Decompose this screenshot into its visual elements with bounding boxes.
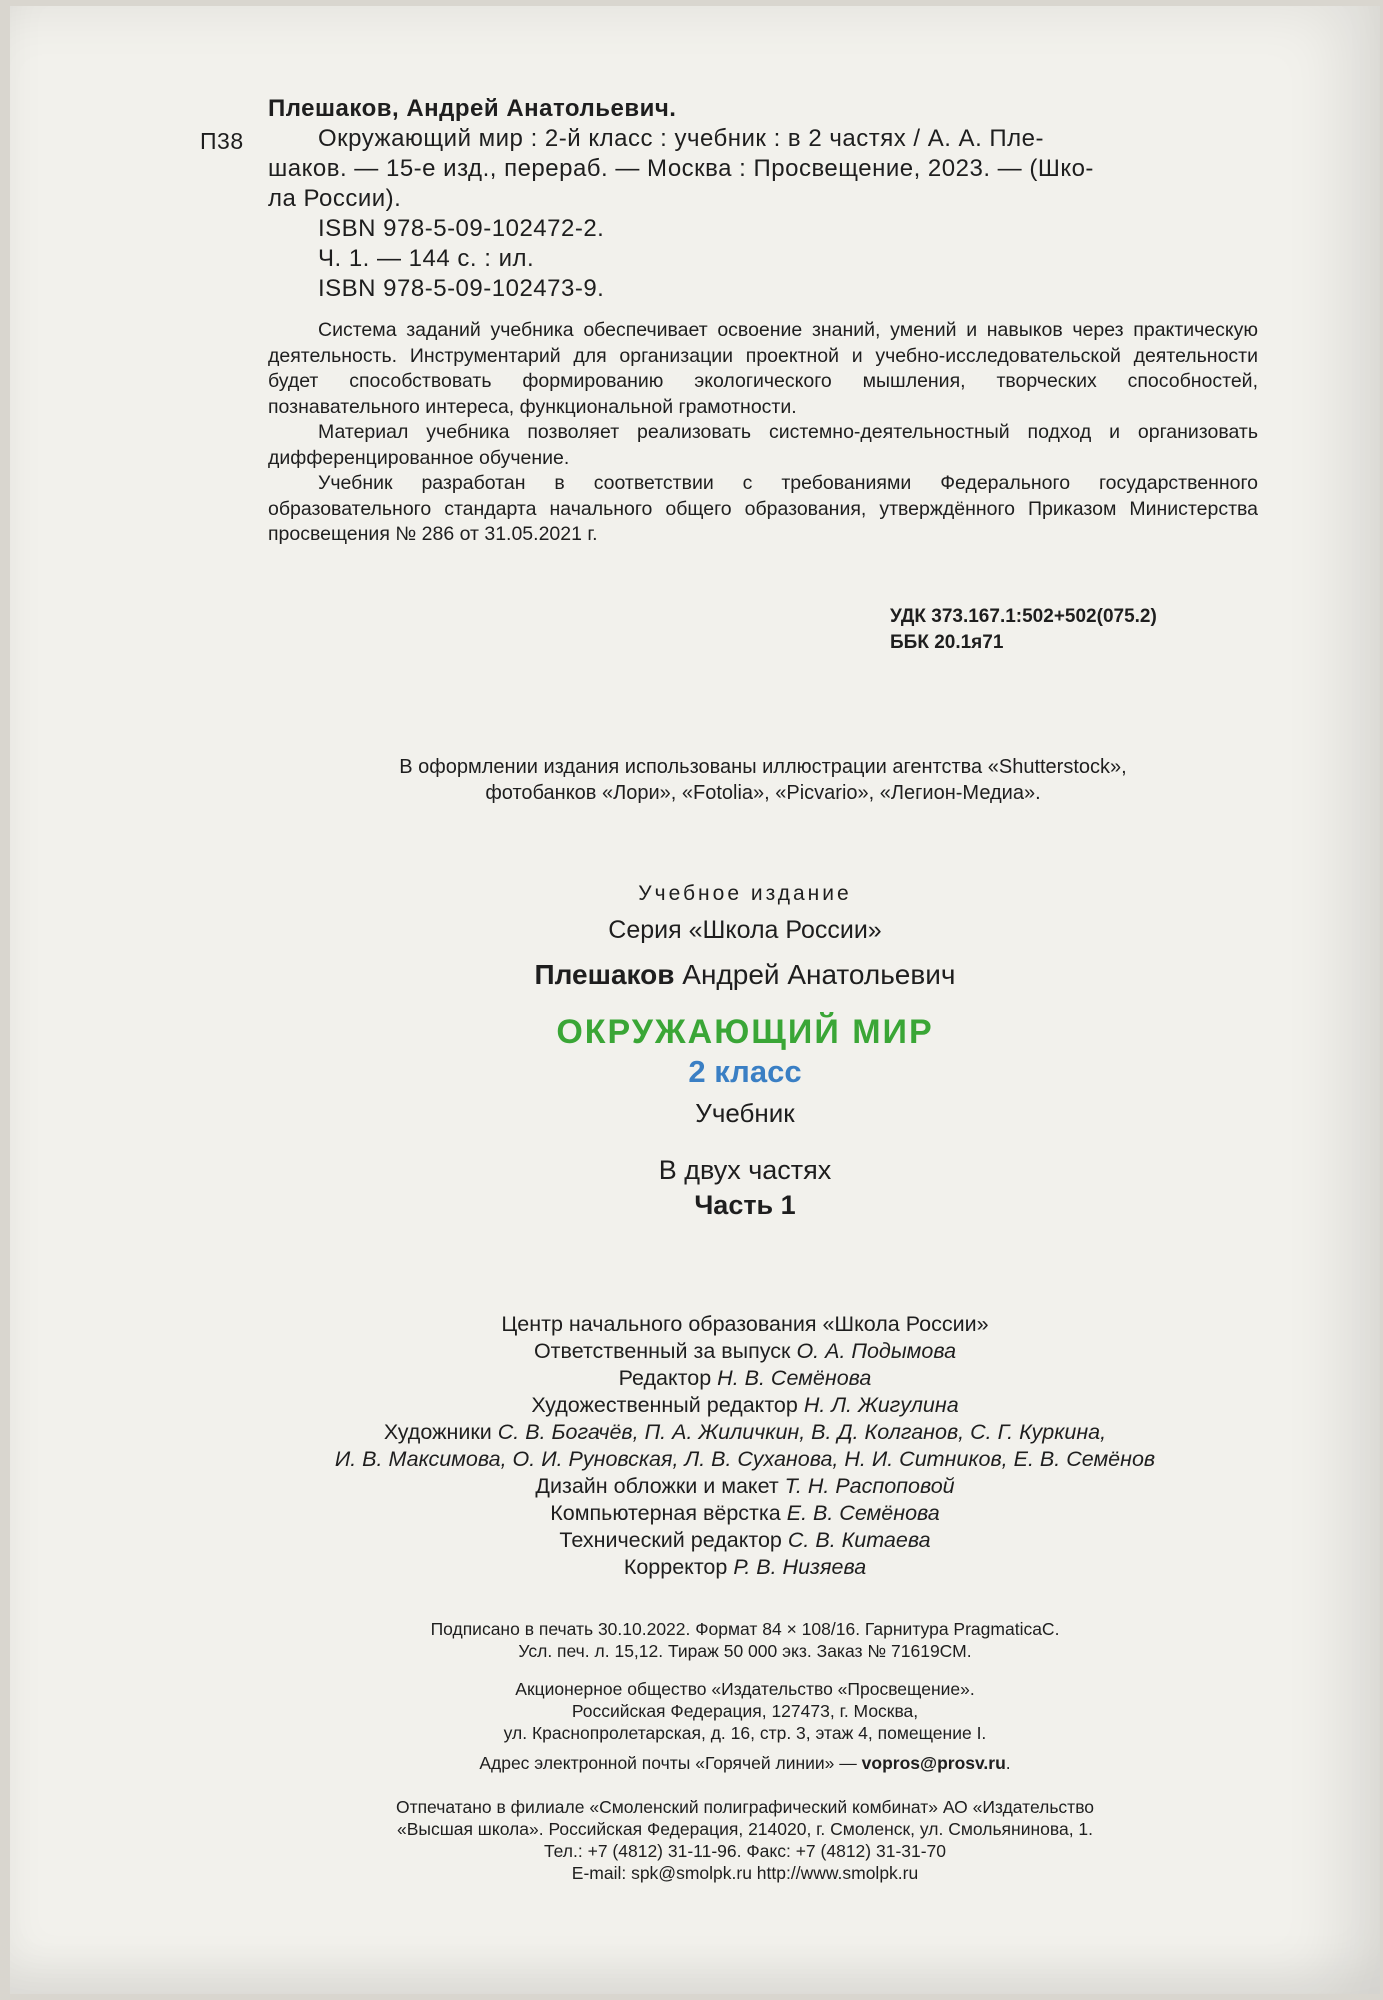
- credit-person: С. В. Богачёв, П. А. Жиличкин, В. Д. Колганов, С. Г. Куркина,: [497, 1420, 1107, 1444]
- annotation: [268, 318, 1258, 548]
- part-number: Часть 1: [694, 1190, 796, 1220]
- description-line: ла России).: [268, 185, 402, 212]
- credit-person: Н. Л. Жигулина: [803, 1393, 959, 1417]
- grade-label: 2 класс: [688, 1054, 802, 1089]
- print-line: Подписано в печать 30.10.2022. Формат 84 × 108/16. Гарнитура PragmaticaC.: [430, 1619, 1060, 1639]
- credit-line: [160, 1473, 1330, 1500]
- author-name: Андрей Анатольевич: [682, 959, 956, 990]
- series-name: Серия «Школа России»: [608, 916, 882, 944]
- printer-line: «Высшая школа». Российская Федерация, 214020, г. Смоленск, ул. Смольянинова, 1.: [396, 1819, 1094, 1839]
- parts-count: В двух частях: [658, 1155, 832, 1185]
- credit-role: Компьютерная вёрстка: [550, 1501, 781, 1525]
- credit-line: [160, 1500, 1330, 1527]
- annotation-paragraph: Учебник разработан в соответствии с требованиями Федерального государственного образовательного стандарта начального общего образования, утверждённого Приказом Министерства просвещения № 286 от 31.05.2021 г.: [268, 472, 1258, 545]
- title-imprint: [160, 882, 1330, 1221]
- classification-codes: [890, 604, 1157, 656]
- credit-role: Технический редактор: [559, 1528, 782, 1552]
- credits-line: фотобанков «Лори», «Fotolia», «Picvario», «Легион-Медиа».: [485, 782, 1041, 804]
- credit-line: [160, 1338, 1330, 1365]
- description-line: шаков. — 15-е изд., перераб. — Москва : Просвещение, 2023. — (Шко-: [268, 155, 1094, 182]
- book-kind: Учебник: [695, 1098, 795, 1128]
- book-title: ОКРУЖАЮЩИЙ МИР: [556, 1013, 934, 1051]
- credit-role: Ответственный за выпуск: [533, 1339, 791, 1363]
- annotation-paragraph: Система заданий учебника обеспечивает освоение знаний, умений и навыков через практическую деятельность. Инструментарий для организации проектной и учебно-исследовательской деятельности будет способствовать формированию экологического мышления, творческих способностей, познавательного интереса, функциональной грамотности.: [268, 319, 1258, 418]
- credit-person: Н. В. Семёнова: [717, 1366, 872, 1390]
- credit-person: Р. В. Низяева: [733, 1555, 867, 1579]
- staff-credits: [160, 1311, 1330, 1581]
- credit-line: [160, 1527, 1330, 1554]
- print-line: Усл. печ. л. 15,12. Тираж 50 000 экз. Заказ № 71619СМ.: [518, 1641, 972, 1661]
- bibliographic-record: [200, 94, 1258, 304]
- annotation-paragraph: Материал учебника позволяет реализовать системно-деятельностный подход и организовать дифференцированное обучение.: [268, 421, 1258, 469]
- bbk-code: ББК 20.1я71: [890, 632, 1004, 653]
- description-line: Окружающий мир : 2-й класс : учебник : в 2 частях / А. А. Пле-: [318, 125, 1044, 152]
- udk-code: УДК 373.167.1:502+502(075.2): [890, 606, 1157, 627]
- education-center: Центр начального образования «Школа России»: [501, 1312, 989, 1336]
- printer-line: Отпечатано в филиале «Смоленский полиграфический комбинат» АО «Издательство: [395, 1797, 1095, 1817]
- printer-info: [160, 1796, 1330, 1884]
- printer-line: Тел.: +7 (4812) 31-11-96. Факс: +7 (4812) 31-31-70: [543, 1841, 947, 1861]
- illustration-credits: [268, 754, 1258, 806]
- printing-data: [160, 1618, 1330, 1662]
- author-surname: Плешаков: [534, 959, 675, 990]
- credit-person: О. А. Подымова: [796, 1339, 957, 1363]
- credits-line: В оформлении издания использованы иллюстрации агентства «Shutterstock»,: [399, 756, 1127, 778]
- credit-role: Редактор: [618, 1366, 712, 1390]
- credit-line: И. В. Максимова, О. И. Руновская, Л. В. Суханова, Н. И. Ситников, Е. В. Семёнов: [334, 1447, 1156, 1471]
- credit-person: С. В. Китаева: [787, 1528, 931, 1552]
- credit-role: Корректор: [623, 1555, 728, 1579]
- hotline-email[interactable]: vopros@prosv.ru: [861, 1753, 1006, 1773]
- author-code: П38: [200, 128, 244, 154]
- publisher-info: [160, 1678, 1330, 1774]
- publisher-line: Российская Федерация, 127473, г. Москва,: [571, 1701, 919, 1721]
- credit-line: [160, 1554, 1330, 1581]
- isbn-full: ISBN 978-5-09-102472-2.: [318, 215, 605, 242]
- hotline-label: Адрес электронной почты «Горячей линии» —: [479, 1753, 857, 1773]
- credit-line: [160, 1419, 1330, 1446]
- credit-role: Художники: [383, 1420, 492, 1444]
- author-line: [160, 959, 1330, 991]
- hotline-line: Адрес электронной почты «Горячей линии» — vopros@prosv.ru.: [479, 1753, 1011, 1773]
- publisher-line: ул. Краснопролетарская, д. 16, стр. 3, этаж 4, помещение I.: [503, 1723, 987, 1743]
- isbn-part: ISBN 978-5-09-102473-9.: [318, 275, 605, 302]
- printer-contacts[interactable]: E-mail: spk@smolpk.ru http://www.smolpk.ru: [571, 1863, 919, 1883]
- credit-person: Т. Н. Распоповой: [784, 1474, 955, 1498]
- credit-person: Е. В. Семёнова: [786, 1501, 940, 1525]
- credit-role: Дизайн обложки и макет: [535, 1474, 779, 1498]
- author-heading: Плешаков, Андрей Анатольевич.: [268, 95, 677, 122]
- publisher-line: Акционерное общество «Издательство «Просвещение».: [515, 1679, 975, 1699]
- edition-type: Учебное издание: [638, 882, 852, 905]
- credit-role: Художественный редактор: [531, 1393, 798, 1417]
- part-pages: Ч. 1. — 144 с. : ил.: [318, 245, 535, 272]
- document-page: [10, 6, 1380, 1994]
- credit-line: [160, 1392, 1330, 1419]
- credit-line: [160, 1365, 1330, 1392]
